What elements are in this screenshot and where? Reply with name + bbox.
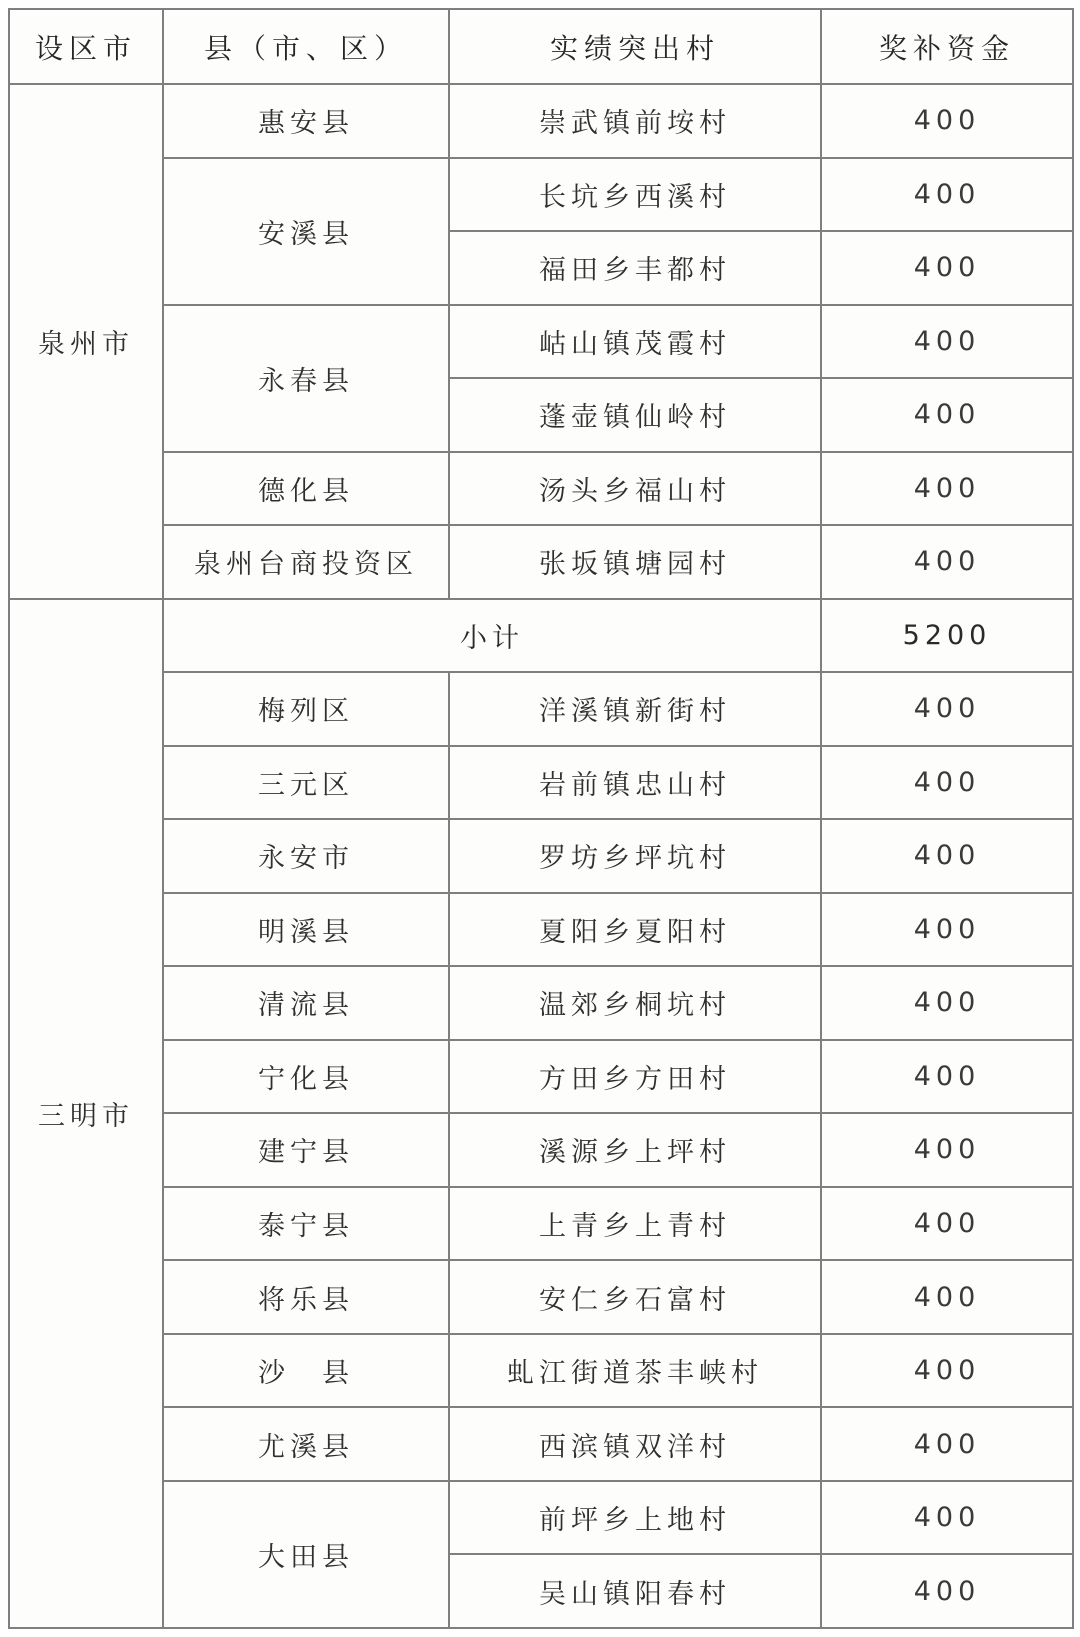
fund-cell: 400 (821, 1407, 1073, 1481)
village-cell: 虬江街道茶丰峡村 (449, 1334, 821, 1408)
county-cell: 梅列区 (163, 672, 449, 746)
fund-cell: 400 (821, 672, 1073, 746)
county-cell: 明溪县 (163, 893, 449, 967)
header-fund: 奖补资金 (821, 9, 1073, 84)
county-cell: 惠安县 (163, 84, 449, 158)
city-sanming: 三明市 (9, 599, 163, 1628)
village-cell: 崇武镇前垵村 (449, 84, 821, 158)
county-cell: 大田县 (163, 1481, 449, 1628)
fund-cell: 400 (821, 746, 1073, 820)
table-row (9, 1040, 1073, 1114)
fund-cell: 400 (821, 966, 1073, 1040)
county-cell: 永安市 (163, 819, 449, 893)
county-cell: 永春县 (163, 305, 449, 452)
header-city: 设区市 (9, 9, 163, 84)
city-quanzhou: 泉州市 (9, 84, 163, 599)
table-row (9, 305, 1073, 379)
county-cell: 三元区 (163, 746, 449, 820)
village-cell: 方田乡方田村 (449, 1040, 821, 1114)
fund-cell: 400 (821, 525, 1073, 599)
county-cell: 德化县 (163, 452, 449, 526)
county-cell: 尤溪县 (163, 1407, 449, 1481)
village-cell: 溪源乡上坪村 (449, 1113, 821, 1187)
table-row (9, 1113, 1073, 1187)
table-header-row (9, 9, 1073, 84)
village-cell: 张坂镇塘园村 (449, 525, 821, 599)
county-cell: 清流县 (163, 966, 449, 1040)
village-cell: 洋溪镇新街村 (449, 672, 821, 746)
village-cell: 温郊乡桐坑村 (449, 966, 821, 1040)
village-cell: 长坑乡西溪村 (449, 158, 821, 232)
table-row (9, 452, 1073, 526)
fund-cell: 400 (821, 452, 1073, 526)
award-fund-table (8, 8, 1074, 1629)
table-row (9, 1407, 1073, 1481)
table-row (9, 893, 1073, 967)
table-row (9, 1260, 1073, 1334)
county-cell: 泰宁县 (163, 1187, 449, 1261)
fund-cell: 400 (821, 1481, 1073, 1555)
fund-cell: 400 (821, 84, 1073, 158)
village-cell: 蓬壶镇仙岭村 (449, 378, 821, 452)
subtotal-value: 5200 (821, 599, 1073, 673)
table-row (9, 819, 1073, 893)
header-county: 县（市、区） (163, 9, 449, 84)
fund-cell: 400 (821, 231, 1073, 305)
county-cell: 安溪县 (163, 158, 449, 305)
fund-cell: 400 (821, 819, 1073, 893)
table-row (9, 966, 1073, 1040)
fund-cell: 400 (821, 1554, 1073, 1628)
fund-cell: 400 (821, 1040, 1073, 1114)
village-cell: 上青乡上青村 (449, 1187, 821, 1261)
fund-cell: 400 (821, 1113, 1073, 1187)
village-cell: 岩前镇忠山村 (449, 746, 821, 820)
county-cell: 泉州台商投资区 (163, 525, 449, 599)
village-cell: 岵山镇茂霞村 (449, 305, 821, 379)
table-row (9, 1481, 1073, 1555)
fund-cell: 400 (821, 1260, 1073, 1334)
subtotal-label: 小计 (163, 599, 821, 673)
table-row (9, 746, 1073, 820)
table-row (9, 158, 1073, 232)
fund-cell: 400 (821, 893, 1073, 967)
village-cell: 西滨镇双洋村 (449, 1407, 821, 1481)
county-cell: 沙 县 (163, 1334, 449, 1408)
village-cell: 罗坊乡坪坑村 (449, 819, 821, 893)
table-row (9, 525, 1073, 599)
county-cell: 宁化县 (163, 1040, 449, 1114)
fund-cell: 400 (821, 1334, 1073, 1408)
fund-cell: 400 (821, 305, 1073, 379)
village-cell: 汤头乡福山村 (449, 452, 821, 526)
village-cell: 吴山镇阳春村 (449, 1554, 821, 1628)
village-cell: 安仁乡石富村 (449, 1260, 821, 1334)
fund-cell: 400 (821, 158, 1073, 232)
village-cell: 前坪乡上地村 (449, 1481, 821, 1555)
table-row (9, 672, 1073, 746)
fund-cell: 400 (821, 1187, 1073, 1261)
table-row (9, 1187, 1073, 1261)
fund-cell: 400 (821, 378, 1073, 452)
table-row (9, 1334, 1073, 1408)
document-page (8, 8, 1072, 1629)
header-village: 实绩突出村 (449, 9, 821, 84)
county-cell: 将乐县 (163, 1260, 449, 1334)
village-cell: 夏阳乡夏阳村 (449, 893, 821, 967)
subtotal-row (9, 599, 1073, 673)
table-row (9, 84, 1073, 158)
county-cell: 建宁县 (163, 1113, 449, 1187)
village-cell: 福田乡丰都村 (449, 231, 821, 305)
